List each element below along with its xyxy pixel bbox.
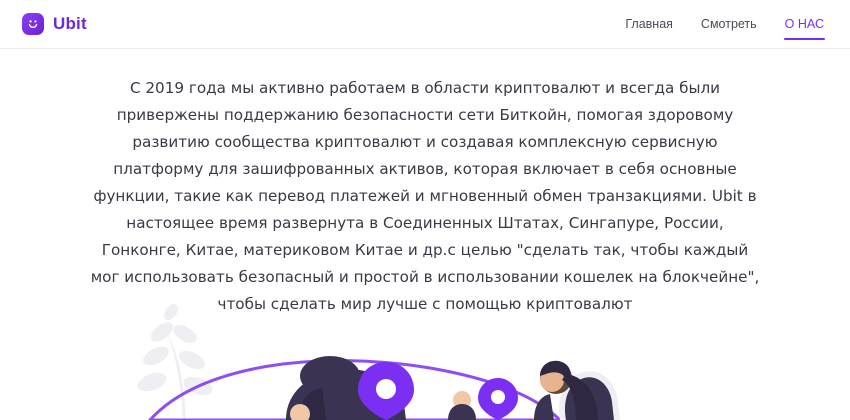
small-figure (448, 391, 476, 420)
site-header (0, 0, 850, 48)
about-section (0, 49, 850, 318)
ground-arc (150, 361, 560, 420)
nav-item-home[interactable]: Главная (625, 17, 673, 31)
nav-item-about[interactable]: О НАС (785, 0, 824, 48)
main-nav (625, 0, 824, 48)
location-pin-small (478, 378, 518, 420)
brand-name: Ubit (53, 14, 87, 33)
about-paragraph: С 2019 года мы активно работаем в области криптовалют и всегда были привержены поддержанию безопасности сети Биткойн, помогая здоровому развитию сообщества криптовалют и создавая комплексную сервисную платформу для зашифрованных активов, которая включает в себя основные функции, такие как перевод платежей и мгновенный обмен транзакциями. Ubit в настоящее время развернута в Соединенных Штатах, Сингапуре, России, Гонконге, Китае, материковом Китае и др.с целью "сделать так, чтобы каждый мог использовать безопасный и простой в использовании кошелек на блокчейне", чтобы сделать мир лучше с помощью криптовалют (90, 79, 760, 313)
brand-logo[interactable] (22, 13, 87, 35)
leaf-branch-decoration (135, 301, 215, 420)
location-pin-large (358, 362, 414, 420)
dark-figure (286, 356, 406, 420)
nav-item-watch[interactable]: Смотреть (700, 17, 757, 31)
woman-figure (534, 361, 620, 420)
ubit-smile-logo-icon (22, 13, 44, 35)
